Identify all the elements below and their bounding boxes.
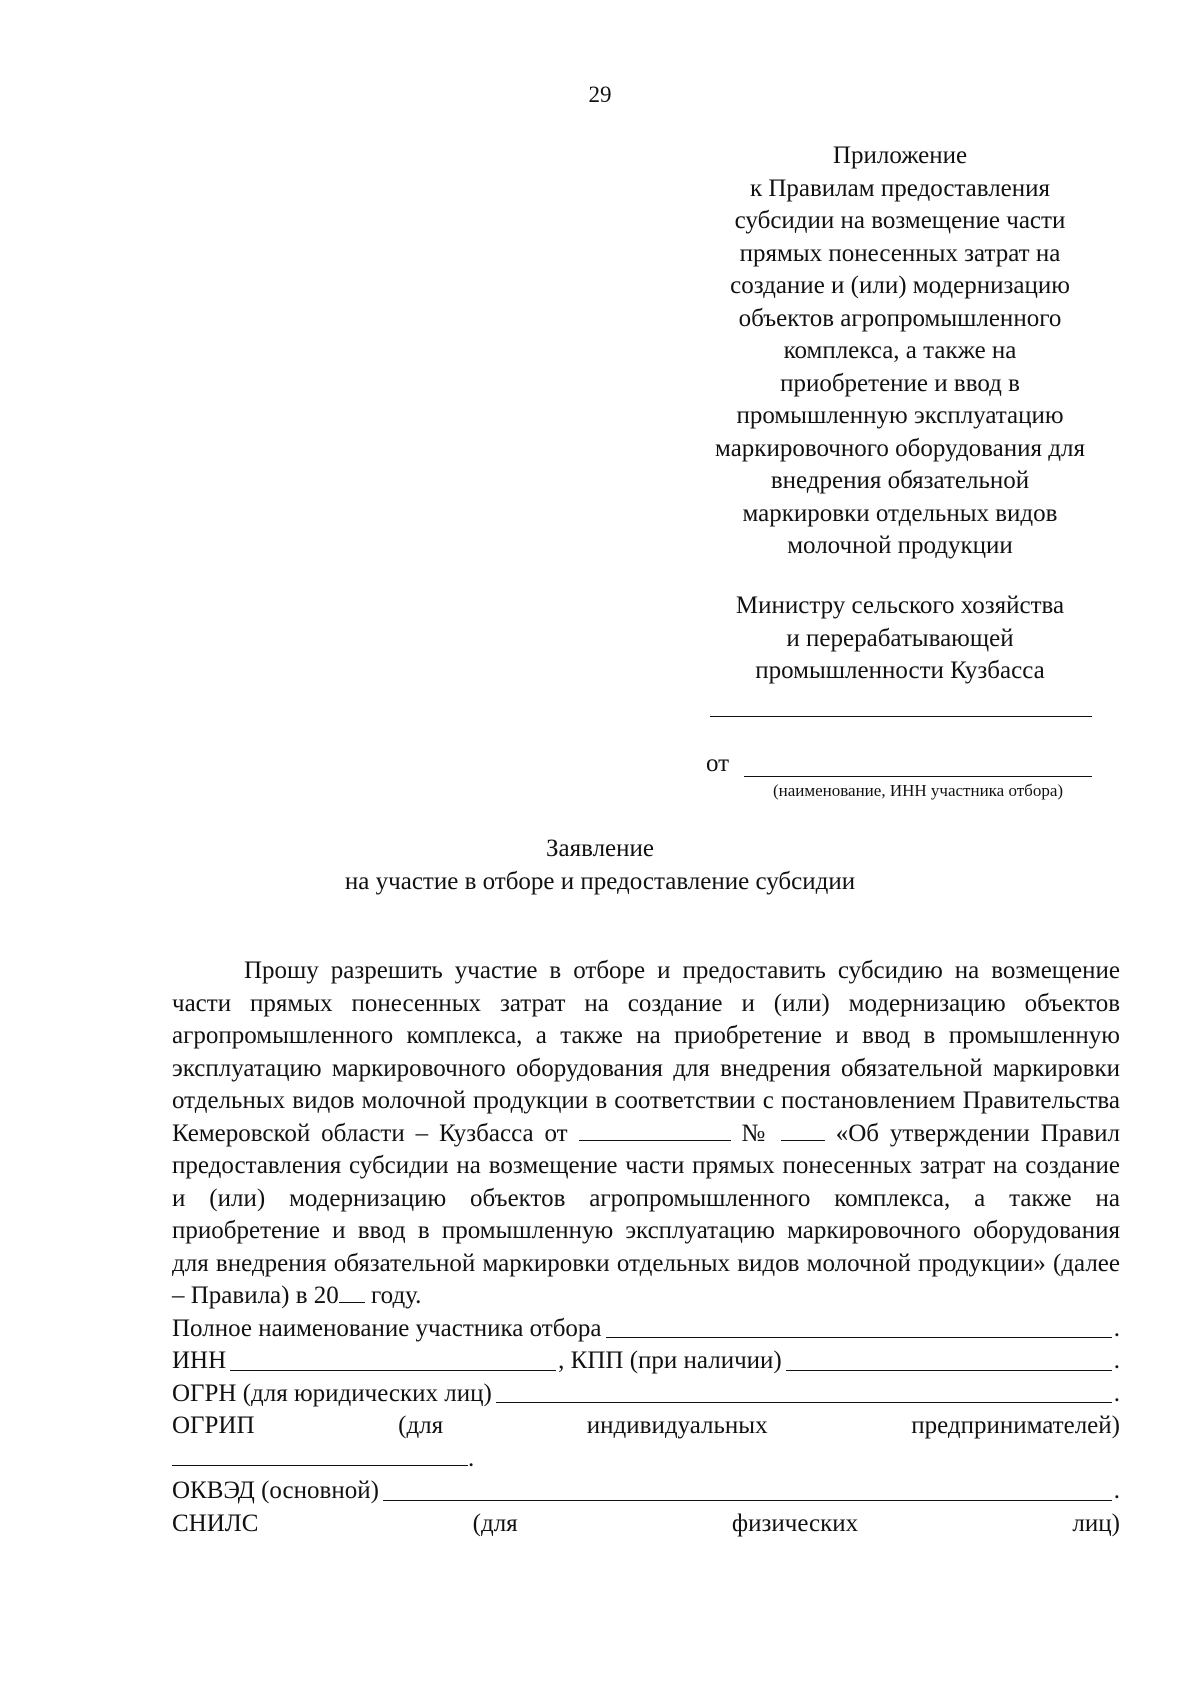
ogrn-label: ОГРН (для юридических лиц) bbox=[172, 1379, 492, 1407]
appendix-line: промышленную эксплуатацию bbox=[736, 402, 1064, 429]
request-text-2: «Об утверждении Правил предоставления субсидии на возмещение части прямых понесенных затрат на создание и (или) модернизацию объектов агропромышленного комплекса, а также на приобретение и ввод в промышленную эксплуатацию маркировочного оборудования для внедрения обязательной маркировки отдельных видов молочной продукции» (далее – Правила) в 20 bbox=[172, 1119, 1121, 1309]
ogrip-word: ОГРИП bbox=[172, 1412, 255, 1439]
request-paragraph bbox=[172, 955, 1120, 1313]
kpp-blank[interactable] bbox=[786, 1370, 1112, 1371]
end-mark: . bbox=[1113, 1314, 1120, 1342]
ogrip-row bbox=[172, 1410, 1120, 1443]
ogrip-blank-row bbox=[172, 1443, 1120, 1476]
page-number: 29 bbox=[588, 82, 612, 107]
applicant-caption: (наименование, ИНН участника отбора) bbox=[772, 781, 1064, 800]
title-line-2: на участие в отборе и предоставление субсидии bbox=[344, 867, 856, 895]
title-line-1: Заявление bbox=[545, 835, 655, 862]
inn-label: ИНН bbox=[172, 1347, 227, 1374]
snils-row bbox=[172, 1508, 1120, 1541]
end-mark: . bbox=[468, 1444, 475, 1472]
full-name-blank[interactable] bbox=[606, 1337, 1112, 1338]
request-text-3: году. bbox=[371, 1282, 422, 1309]
resolution-date-blank[interactable] bbox=[579, 1140, 731, 1141]
appendix-line: субсидии на возмещение части bbox=[734, 207, 1066, 234]
addressee-line: промышленности Кузбасса bbox=[755, 657, 1045, 684]
snils-word: физических bbox=[731, 1509, 859, 1537]
from-label: от bbox=[706, 750, 730, 777]
end-mark: . bbox=[1113, 1379, 1120, 1407]
inn-blank[interactable] bbox=[230, 1370, 556, 1371]
snils-word: лиц) bbox=[1072, 1509, 1120, 1537]
appendix-header bbox=[680, 140, 1120, 563]
ogrn-row bbox=[172, 1378, 1120, 1411]
appendix-line: комплекса, а также на bbox=[783, 337, 1017, 364]
snils-word: СНИЛС bbox=[172, 1509, 259, 1537]
applicant-blank[interactable] bbox=[744, 776, 1092, 777]
kpp-label: , КПП (при наличии) bbox=[558, 1347, 782, 1374]
okved-label: ОКВЭД (основной) bbox=[172, 1477, 379, 1504]
appendix-line: прямых понесенных затрат на bbox=[739, 239, 1061, 267]
document-title bbox=[0, 833, 1200, 898]
appendix-line: объектов агропромышленного bbox=[738, 304, 1062, 332]
appendix-line: маркировки отдельных видов bbox=[742, 499, 1058, 527]
appendix-line: молочной продукции bbox=[787, 532, 1013, 559]
appendix-line: к Правилам предоставления bbox=[749, 174, 1051, 202]
appendix-line: создание и (или) модернизацию bbox=[730, 272, 1070, 299]
full-name-label: Полное наименование участника отбора bbox=[172, 1314, 602, 1342]
application-body bbox=[172, 955, 1120, 1540]
end-mark: . bbox=[1113, 1347, 1120, 1374]
number-sign: № bbox=[741, 1119, 770, 1147]
end-mark: . bbox=[1113, 1477, 1120, 1504]
year-blank[interactable] bbox=[339, 1302, 365, 1303]
request-text-1: Прошу разрешить участие в отборе и предоставить субсидию на возмещение части прямых понесенных затрат на создание и (или) модернизацию объектов агропромышленного комплекса, а также на приобретение и ввод в промышленную эксплуатацию маркировочного оборудования для внедрения обязательной маркировки отдельных видов молочной продукции в соответствии с постановлением Правительства Кемеровской области – Кузбасса от bbox=[172, 957, 1120, 1147]
ogrip-word: (для bbox=[398, 1412, 444, 1439]
appendix-line: внедрения обязательной bbox=[770, 467, 1030, 494]
okved-row bbox=[172, 1475, 1120, 1508]
appendix-line: приобретение и ввод в bbox=[780, 369, 1020, 397]
appendix-line: маркировочного оборудования для bbox=[715, 434, 1085, 462]
addressee-block bbox=[680, 590, 1120, 688]
okved-blank[interactable] bbox=[383, 1500, 1112, 1501]
appendix-line: Приложение bbox=[832, 142, 968, 169]
snils-word: (для bbox=[472, 1509, 518, 1537]
ogrn-blank[interactable] bbox=[496, 1402, 1112, 1403]
addressee-name-blank[interactable] bbox=[710, 716, 1092, 717]
ogrip-word: индивидуальных bbox=[586, 1412, 768, 1439]
ogrip-word: предпринимателей) bbox=[911, 1412, 1120, 1439]
full-name-row bbox=[172, 1313, 1120, 1346]
addressee-line: Министру сельского хозяйства bbox=[735, 592, 1065, 619]
addressee-line: и перерабатывающей bbox=[786, 624, 1014, 652]
ogrip-blank[interactable] bbox=[172, 1465, 468, 1466]
resolution-number-blank[interactable] bbox=[781, 1140, 825, 1141]
inn-kpp-row bbox=[172, 1345, 1120, 1378]
